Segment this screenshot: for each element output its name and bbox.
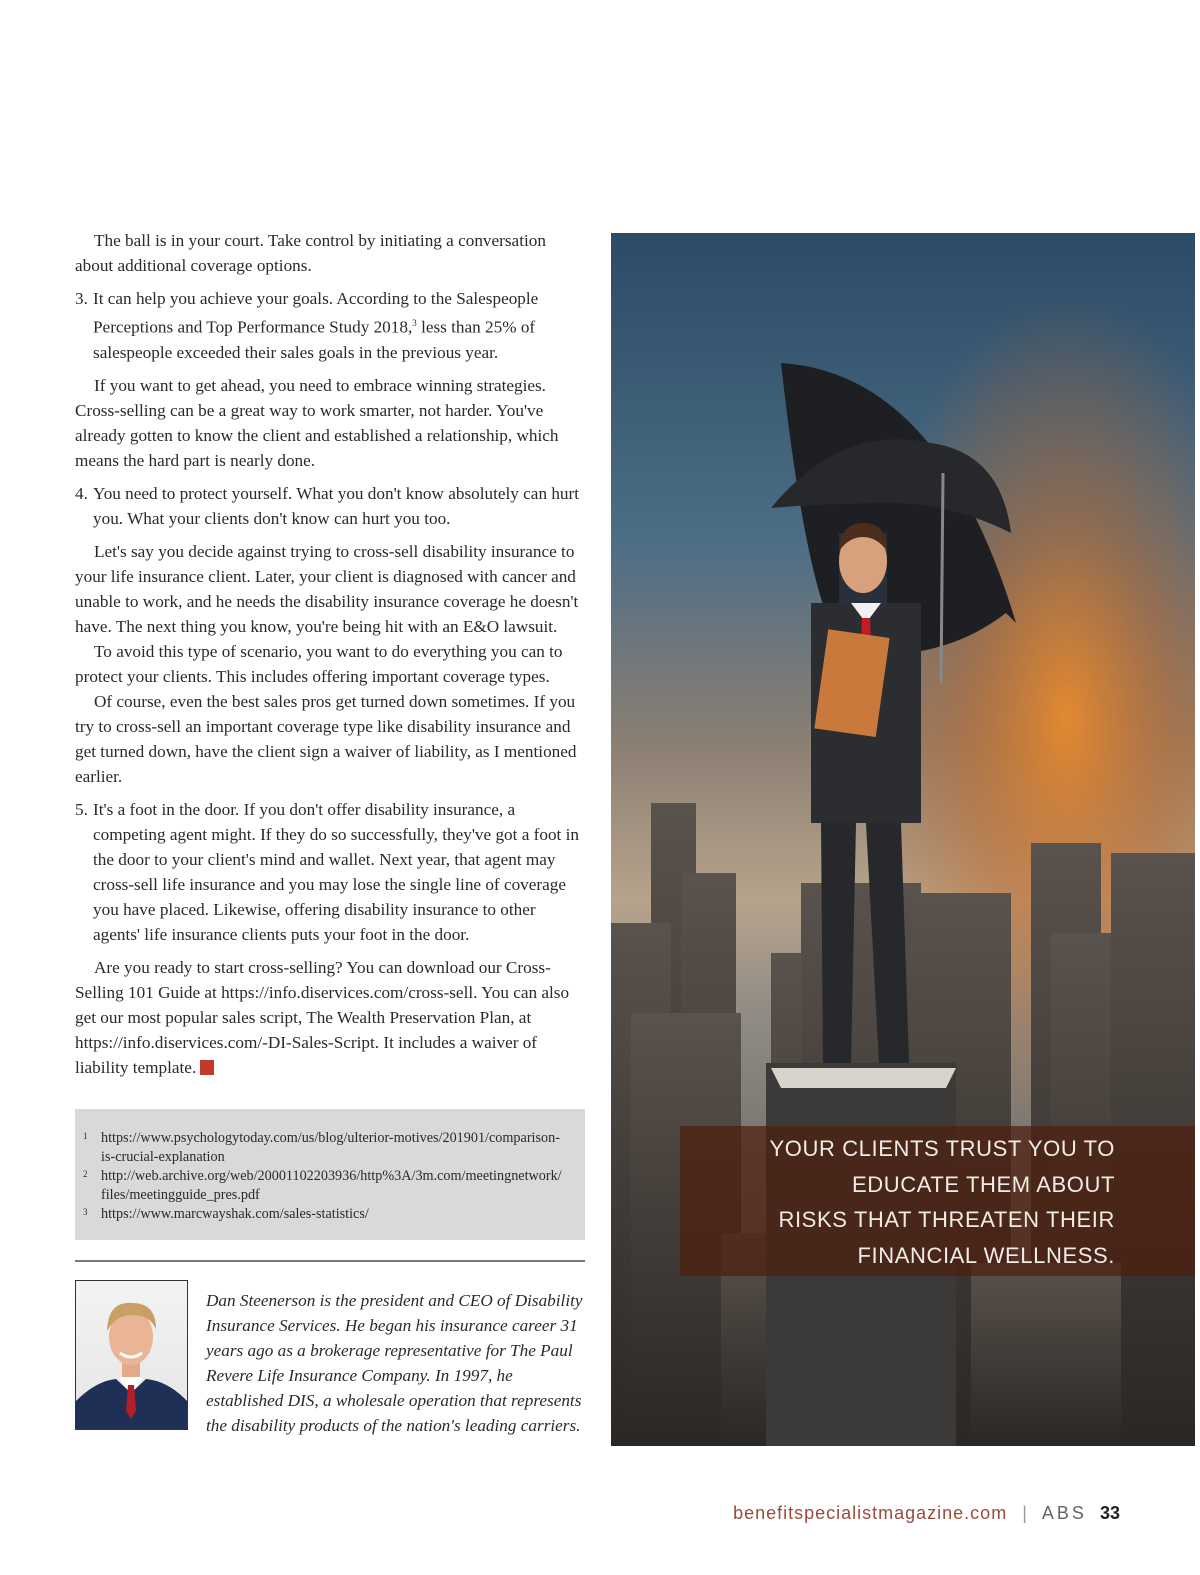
author-bio: Dan Steenerson is the president and CEO of Disability Insurance Services. He began his insurance career 31 years ago as a brokerage representative for The Paul Revere Life Insurance Company. In 1997, he established DIS, a wholesale operation that represents the disability products of the nation's leading carriers. bbox=[206, 1291, 583, 1436]
footer-site-link[interactable]: benefitspecialistmagazine.com bbox=[733, 1503, 1008, 1523]
footer-magazine-name: ABS bbox=[1041, 1503, 1087, 1523]
footnote bbox=[83, 1129, 565, 1167]
paragraph bbox=[75, 955, 585, 1080]
pull-quote bbox=[680, 1126, 1195, 1276]
pull-quote-line: YOUR CLIENTS TRUST YOU TO bbox=[769, 1136, 1115, 1161]
author-portrait-icon bbox=[76, 1281, 187, 1429]
paragraph: The ball is in your court. Take control by initiating a conversation about additional coverage options. bbox=[75, 231, 546, 275]
page-footer bbox=[733, 1503, 1120, 1524]
footnote-link[interactable]: https://www.marcwayshak.com/sales-statistics/ bbox=[101, 1206, 369, 1222]
footnotes-box bbox=[75, 1109, 585, 1240]
list-text: It's a foot in the door. If you don't offer disability insurance, a competing agent might. If they do so successfully, they've got a foot in the door to your client's mind and wallet. Next year, that agent may cross-sell life insurance and you may lose the single line of coverage you have placed. Likewise, offering disability insurance to other agents' life insurance clients puts your foot in the door. bbox=[93, 799, 579, 944]
list-item bbox=[75, 481, 585, 531]
list-item bbox=[75, 797, 585, 947]
footnote-link[interactable]: http://web.archive.org/web/20001102203936/http%3A/3m.com/meetingnetwork/files/meetingguide_pres.pdf bbox=[101, 1168, 562, 1203]
footer-separator: | bbox=[1022, 1503, 1027, 1523]
pull-quote-line: FINANCIAL WELLNESS. bbox=[857, 1242, 1115, 1268]
paragraph: Of course, even the best sales pros get turned down sometimes. If you try to cross-sell an important coverage type like disability insurance and get turned down, have the client sign a waiver of liability, as I mentioned earlier. bbox=[75, 691, 577, 786]
footnote bbox=[83, 1167, 565, 1205]
article-body bbox=[75, 228, 585, 1080]
pull-quote-line: EDUCATE THEM ABOUT bbox=[851, 1171, 1115, 1197]
page-number: 33 bbox=[1099, 1503, 1120, 1523]
footnote-ref: 3 bbox=[412, 318, 417, 328]
paragraph: To avoid this type of scenario, you want to do everything you can to protect your clients. This includes offering important coverage types. bbox=[75, 641, 563, 686]
end-mark-icon bbox=[200, 1060, 214, 1075]
list-text bbox=[93, 286, 585, 365]
list-text-part: It can help you achieve your goals. According to the Salespeople Perceptions and Top Performance Study 2018, bbox=[93, 289, 539, 337]
footnote-number: 1 bbox=[83, 1131, 88, 1141]
pull-quote-line: RISKS THAT THREATEN THEIR bbox=[778, 1207, 1115, 1232]
author-photo bbox=[75, 1280, 188, 1430]
list-number: 3. bbox=[75, 289, 88, 308]
footnote-link[interactable]: https://www.psychologytoday.com/us/blog/ulterior-motives/201901/comparison-is-crucial-explanation bbox=[101, 1130, 560, 1165]
list-text-part: less than 25% of salespeople exceeded their sales goals in the previous year. bbox=[93, 317, 536, 362]
closing-text: Are you ready to start cross-selling? You can download our Cross-Selling 101 Guide at https://info.diservices.com/cross-sell. You can also get our most popular sales script, The Wealth Preservation Plan, at https://info.diservices.com/-DI-Sales-Script. It includes a waiver of liability template. bbox=[75, 957, 570, 1077]
list-number: 4. bbox=[75, 483, 88, 503]
divider bbox=[75, 1260, 585, 1262]
paragraph: If you want to get ahead, you need to embrace winning strategies. Cross-selling can be a great way to work smarter, not harder. You've already gotten to know the client and established a relationship, which means the hard part is nearly done. bbox=[75, 375, 559, 470]
list-item bbox=[75, 286, 585, 365]
paragraph: Let's say you decide against trying to cross-sell disability insurance to your life insurance client. Later, your client is diagnosed with cancer and unable to work, and he needs the disability insurance coverage he doesn't have. The next thing you know, you're being hit with an E&O lawsuit. bbox=[75, 541, 579, 636]
list-number: 5. bbox=[75, 799, 88, 819]
footnote bbox=[83, 1205, 565, 1224]
footnote-number: 2 bbox=[83, 1169, 88, 1179]
footnote-number: 3 bbox=[83, 1207, 88, 1217]
list-text: You need to protect yourself. What you don't know absolutely can hurt you. What your clients don't know can hurt you too. bbox=[93, 483, 580, 528]
